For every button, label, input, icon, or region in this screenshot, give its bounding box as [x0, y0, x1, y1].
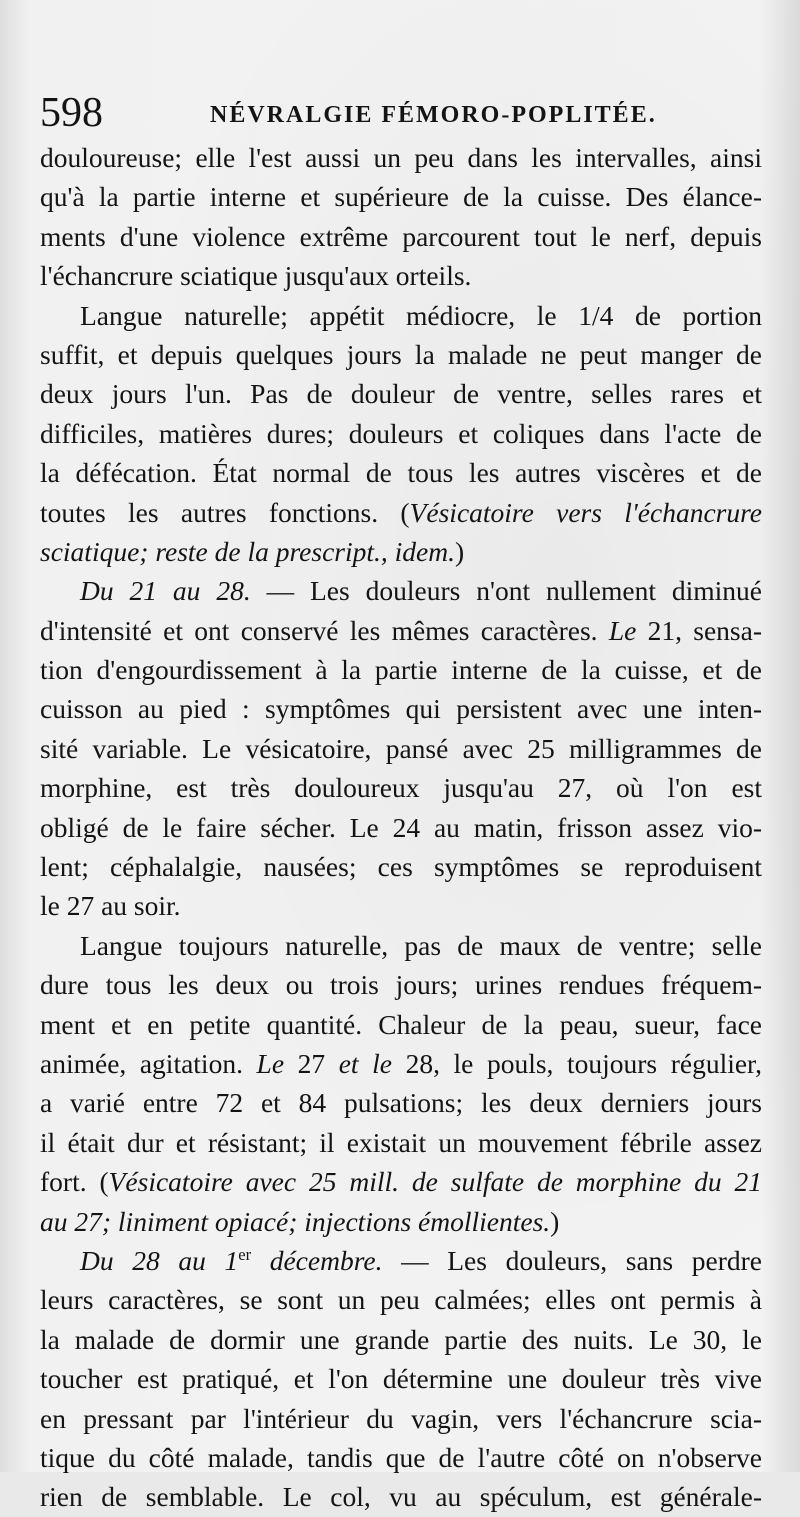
- text-segment: 28, le pouls, toujours régulier,: [391, 1047, 762, 1079]
- running-head: NÉVRALGIE FÉMORO-POPLITÉE.: [210, 102, 657, 128]
- italic-segment: Du 21 au 28.: [80, 575, 251, 607]
- text-line: suffit, et depuis quelques jours la malade ne peut manger de: [40, 338, 762, 370]
- text-line: il était dur et résistant; il existait un mouvement fébrile assez: [40, 1126, 762, 1158]
- text-line: l'échancrure sciatique jusqu'aux orteils.: [40, 260, 472, 292]
- body-text: [40, 138, 762, 1517]
- text-line: difficiles, matières dures; douleurs et coliques dans l'acte de: [40, 417, 762, 449]
- text-line: [40, 1044, 762, 1083]
- text-line: cuisson au pied : symptômes qui persistent avec une inten-: [40, 693, 762, 725]
- text-line: [40, 1162, 762, 1201]
- italic-segment: Vésicatoire vers l'échancrure: [409, 496, 763, 528]
- text-segment: — Les douleurs, sans perdre: [382, 1244, 762, 1276]
- text-line: [40, 532, 762, 571]
- text-line: [40, 1202, 762, 1241]
- text-line: [40, 493, 762, 532]
- text-line: tion d'engourdissement à la partie interne de la cuisse, et de: [40, 654, 762, 686]
- page-header: [40, 92, 760, 142]
- text-line: a varié entre 72 et 84 pulsations; les deux derniers jours: [40, 1087, 762, 1119]
- text-segment: 21, sensa-: [636, 614, 762, 646]
- text-line: ment et en petite quantité. Chaleur de la peau, sueur, face: [40, 1008, 762, 1040]
- text-line: [40, 611, 762, 650]
- italic-segment: Le: [608, 614, 637, 646]
- text-line: lent; céphalalgie, nausées; ces symptômes se reproduisent: [40, 851, 762, 883]
- text-line: ments d'une violence extrême parcourent tout le nerf, depuis: [40, 220, 762, 252]
- text-line: toucher est pratiqué, et l'on détermine une douleur très vive: [40, 1363, 762, 1395]
- italic-segment: au 27; liniment opiacé; injections émollientes.: [40, 1205, 551, 1237]
- text-line: rien de semblable. Le col, vu au spéculum, est générale-: [40, 1481, 762, 1513]
- italic-segment: Le: [256, 1047, 285, 1079]
- text-line: qu'à la partie interne et supérieure de la cuisse. Des élance-: [40, 181, 762, 213]
- text-line: dure tous les deux ou trois jours; urines rendues fréquem-: [40, 969, 762, 1001]
- text-line: douloureuse; elle l'est aussi un peu dans les intervalles, ainsi: [40, 142, 762, 173]
- text-line: le 27 au soir.: [40, 890, 181, 922]
- page-number: 598: [40, 90, 103, 136]
- text-segment: d'intensité et ont conservé les mêmes caractères.: [40, 614, 609, 646]
- italic-segment: Vésicatoire avec 25 mill. de sulfate de morphine du 21: [108, 1166, 762, 1198]
- text-segment: animée, agitation.: [40, 1047, 257, 1079]
- text-line: en pressant par l'intérieur du vagin, vers l'échancrure scia-: [40, 1402, 762, 1434]
- italic-segment: et le: [338, 1047, 392, 1079]
- text-line: Langue naturelle; appétit médiocre, le 1/4 de portion: [80, 299, 762, 331]
- text-line: obligé de le faire sécher. Le 24 au matin, frisson assez vio-: [40, 811, 762, 843]
- italic-segment: sciatique; reste de la prescript., idem.: [40, 535, 455, 567]
- italic-segment: Du 28 au 1: [80, 1244, 239, 1276]
- text-segment: ): [454, 535, 465, 567]
- text-line: morphine, est très douloureux jusqu'au 27, où l'on est: [40, 772, 762, 804]
- text-segment: 27: [284, 1047, 339, 1079]
- text-segment: toutes les autres fonctions. (: [40, 496, 410, 528]
- text-line: sité variable. Le vésicatoire, pansé avec 25 milligrammes de: [40, 732, 762, 764]
- text-line: tique du côté malade, tandis que de l'autre côté on n'observe: [40, 1441, 762, 1473]
- text-line: deux jours l'un. Pas de douleur de ventre, selles rares et: [40, 378, 762, 410]
- superscript: er: [238, 1244, 252, 1264]
- text-line: leurs caractères, se sont un peu calmées; elles ont permis à: [40, 1284, 762, 1316]
- text-segment: fort. (: [40, 1166, 109, 1198]
- text-line: [40, 1241, 762, 1280]
- text-line: la défécation. État normal de tous les autres viscères et de: [40, 457, 762, 489]
- text-line: la malade de dormir une grande partie des nuits. Le 30, le: [40, 1323, 762, 1355]
- italic-segment: décembre.: [251, 1244, 383, 1276]
- text-segment: — Les douleurs n'ont nullement diminué: [250, 575, 762, 607]
- text-segment: ): [550, 1205, 560, 1237]
- text-line: [40, 571, 762, 610]
- text-line: Langue toujours naturelle, pas de maux de ventre; selle: [80, 929, 762, 961]
